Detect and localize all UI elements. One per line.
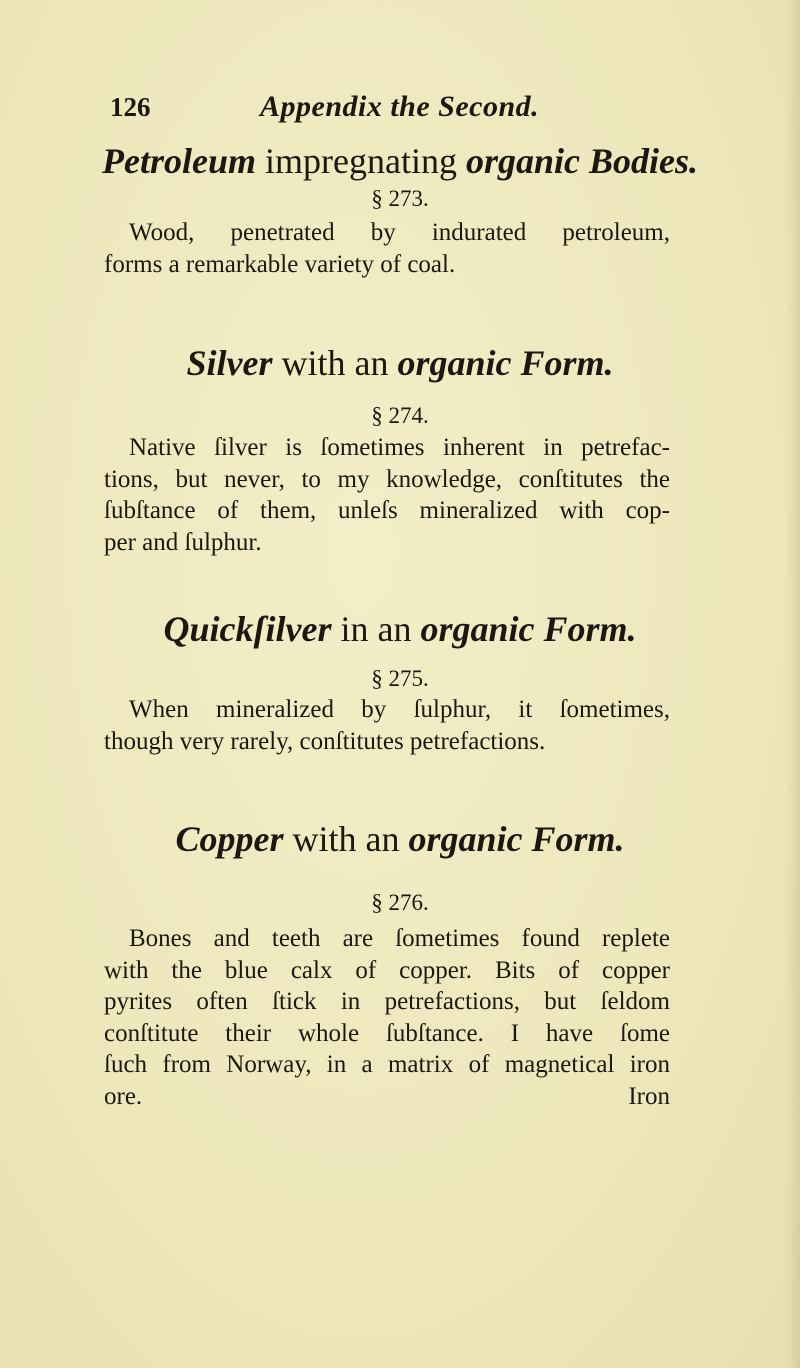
section-mark-275: § 275. — [371, 666, 429, 691]
text-line: Bones and teeth are ſometimes found replete — [129, 925, 670, 952]
section-mark-276: § 276. — [371, 890, 429, 915]
text-line: Native ſilver is ſometimes inherent in petrefac- — [129, 434, 670, 461]
section-mark-273: § 273. — [371, 186, 429, 211]
text-line: ſuch from Norway, in a matrix of magnetical iron — [104, 1051, 670, 1078]
text-line: Wood, penetrated by indurated petroleum, — [129, 219, 670, 246]
text-line: per and ſulphur. — [104, 528, 262, 556]
running-head: Appendix the Second. — [260, 90, 540, 123]
text-line: tions, but never, to my knowledge, conſtitutes the — [104, 465, 670, 493]
text-line: pyrites often ſtick in petrefactions, but ſeldom — [104, 988, 670, 1015]
text-line: ſubſtance of them, unleſs mineralized with cop- — [104, 497, 670, 524]
paragraph-274 — [104, 432, 670, 558]
text-line: forms a remarkable variety of coal. — [104, 250, 456, 278]
page-number: 126 — [110, 92, 151, 122]
text-line-with-catchword — [104, 1081, 670, 1113]
page-header — [110, 92, 670, 132]
text-line-end: ore. — [104, 1082, 143, 1110]
text-line: When mineralized by ſulphur, it ſometimes, — [129, 696, 670, 723]
paragraph-275 — [104, 694, 670, 757]
paragraph-276 — [104, 923, 670, 1112]
catchword: Iron — [628, 1082, 670, 1110]
text-line: though very rarely, conſtitutes petrefactions. — [104, 727, 546, 755]
section-mark-274: § 274. — [371, 403, 429, 428]
section-heading-silver: Silver with an organic Form. — [186, 343, 614, 383]
text-line: conſtitute their whole ſubſtance. I have ſome — [104, 1019, 670, 1047]
section-heading-petroleum: Petroleum impregnating organic Bodies. — [102, 141, 698, 181]
text-line: with the blue calx of copper. Bits of copper — [104, 956, 670, 984]
section-heading-quicksilver: Quickſilver in an organic Form. — [163, 609, 637, 649]
paragraph-273 — [104, 217, 670, 280]
section-heading-copper: Copper with an organic Form. — [175, 819, 625, 859]
